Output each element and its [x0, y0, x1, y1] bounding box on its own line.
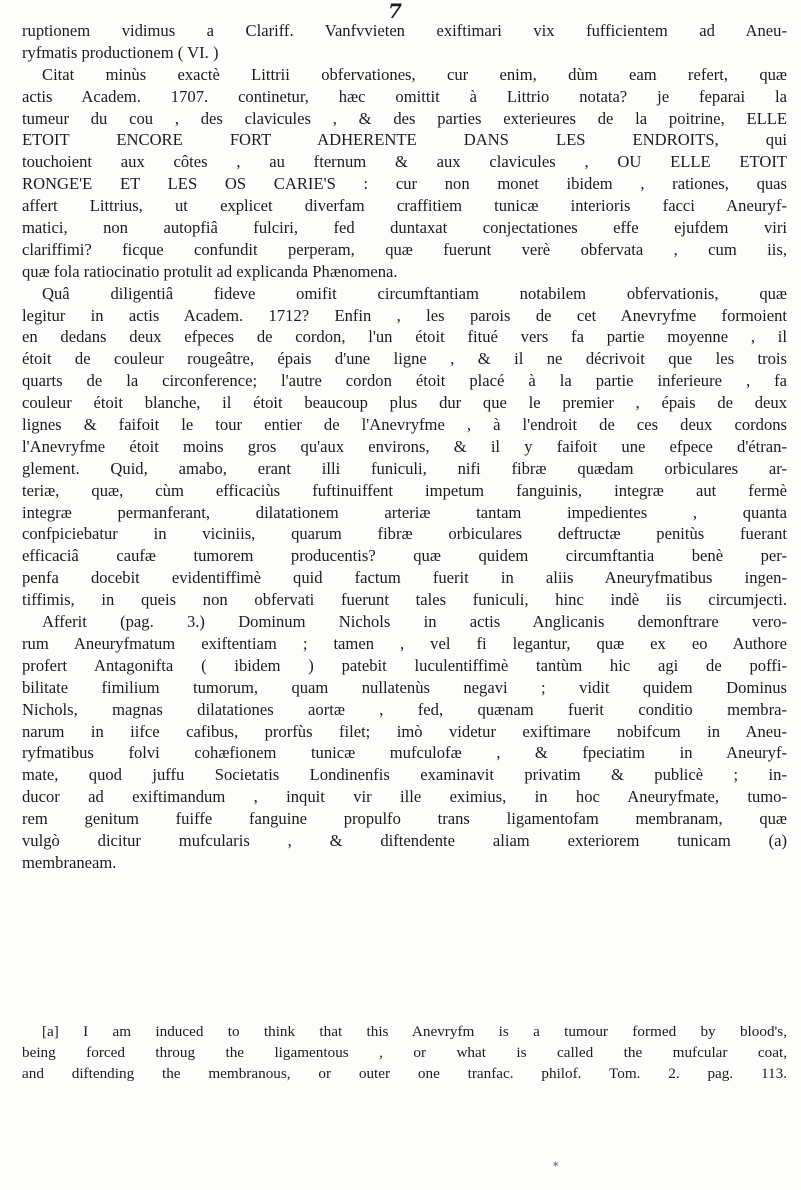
text-line: mate, quod juffu Societatis Londinenfis examinavit privatim & publicè ; in- — [22, 765, 787, 785]
text-line: tumeur du cou , des clavicules , & des parties exterieures de la poitrine, ELLE — [22, 108, 787, 128]
text-line: confpiciebatur in viciniis, quarum fibræ orbiculares deftructæ penitùs fuerant — [22, 524, 787, 544]
text-line: Nichols, magnas dilatationes aortæ , fed, quænam fuerit conditio membra- — [22, 699, 787, 719]
text-line: vulgò dicitur mufcularis , & diftendente aliam exteriorem tunicam (a) — [22, 830, 787, 850]
text-line: ryfmatibus folvi cohæfionem tunicæ mufculofæ , & fpeciatim in Aneuryf- — [22, 743, 787, 763]
text-line: tiffimis, in queis non obfervati fuerunt tales funiculi, hinc indè iis circumjecti. — [22, 590, 787, 610]
text-line: ruptionem vidimus a Clariff. Vanfvvieten exiftimari vix fufficientem ad Aneu- — [22, 21, 787, 40]
text-line: RONGE'E ET LES OS CARIE'S : cur non monet ibidem , rationes, quas — [22, 174, 787, 194]
text-line: narum in iifce cafibus, prorfùs filet; imò videtur exiftimare nobifcum in Aneu- — [22, 721, 787, 741]
text-line: en dedans deux efpeces de cordon, l'un étoit fitué vers fa partie moyenne , il — [22, 327, 787, 347]
text-line: membraneam. — [22, 852, 117, 872]
page-number: 7 — [388, 0, 402, 23]
stray-print-mark: * — [553, 1160, 559, 1173]
text-line: ryfmatis productionem ( VI. ) — [22, 42, 219, 62]
text-line: glement. Quid, amabo, erant illi funiculi, nifi fibræ quædam orbiculares ar- — [22, 458, 787, 478]
text-line: touchoient aux côtes , au fternum & aux clavicules , OU ELLE ETOIT — [22, 152, 787, 172]
text-line: clariffimi? ficque confundit perperam, quæ fuerunt verè obfervata , cum iis, — [22, 239, 787, 259]
footnote-line: and diftending the membranous, or outer one tranfac. philof. Tom. 2. pag. 113. — [22, 1065, 787, 1082]
text-line: quarts de la circonference; l'autre cordon étoit placé à la partie inferieure , fa — [22, 371, 787, 391]
text-line: integræ permanferant, dilatationem arteriæ tantam impedientes , quanta — [22, 502, 787, 522]
main-text — [22, 20, 787, 874]
text-line: lignes & faifoit le tour entier de l'Anevryfme , à l'endroit de ces deux cordons — [22, 415, 787, 435]
text-line: l'Anevryfme étoit moins gros qu'aux environs, & il y faifoit une efpece d'étran- — [22, 436, 787, 456]
footnote-line: being forced throug the ligamentous , or what is called the mufcular coat, — [22, 1044, 787, 1061]
text-line: affert Littrius, ut explicet diverfam craffitiem tunicæ interioris facci Aneuryf- — [22, 196, 787, 216]
text-line: étoit de couleur rougeâtre, épais d'une ligne , & il ne décrivoit que les trois — [22, 349, 787, 369]
footnote — [22, 1021, 787, 1084]
text-line: matici, non autopfiâ fulciri, fed duntaxat conjectationes effe ejufdem viri — [22, 218, 787, 238]
text-line: couleur étoit blanche, il étoit beaucoup plus dur que le premier , épais de deux — [22, 393, 787, 413]
text-line: teriæ, quæ, cùm efficaciùs fuftinuiffent impetum fanguinis, integræ aut fermè — [22, 480, 787, 500]
text-line: actis Academ. 1707. continetur, hæc omittit à Littrio notata? je feparai la — [22, 86, 787, 106]
text-line: rum Aneuryfmatum exiftentiam ; tamen , vel fi legantur, quæ ex eo Authore — [22, 633, 787, 653]
text-line: penfa docebit evidentiffimè quid factum fuerit in aliis Aneuryfmatibus ingen- — [22, 568, 787, 588]
text-line: profert Antagonifta ( ibidem ) patebit luculentiffimè tantùm hic agi de poffi- — [22, 655, 787, 675]
text-line: rem genitum fuiffe fanguine propulfo trans ligamentofam membranam, quæ — [22, 809, 787, 829]
text-line: Afferit (pag. 3.) Dominum Nichols in actis Anglicanis demonftrare vero- — [42, 612, 787, 632]
text-line: ETOIT ENCORE FORT ADHERENTE DANS LES ENDROITS, qui — [22, 130, 787, 150]
text-line: efficaciâ caufæ tumorem producentis? quæ quidem circumftantia benè per- — [22, 546, 787, 566]
text-line: Quâ diligentiâ fideve omifit circumftantiam notabilem obfervationis, quæ — [42, 283, 787, 303]
footnote-line: [a] I am induced to think that this Anevryfm is a tumour formed by blood's, — [42, 1023, 787, 1040]
text-line: ducor ad exiftimandum , inquit vir ille eximius, in hoc Aneuryfmate, tumo- — [22, 787, 787, 807]
text-line: legitur in actis Academ. 1712? Enfin , les parois de cet Anevryfme formoient — [22, 305, 787, 325]
text-line: quæ fola ratiocinatio protulit ad explicanda Phænomena. — [22, 261, 398, 281]
text-line: Citat minùs exactè Littrii obfervationes, cur enim, dùm eam refert, quæ — [42, 64, 787, 84]
text-line: bilitate fimilium tumorum, quam nullatenùs negavi ; vidit quidem Dominus — [22, 677, 787, 697]
